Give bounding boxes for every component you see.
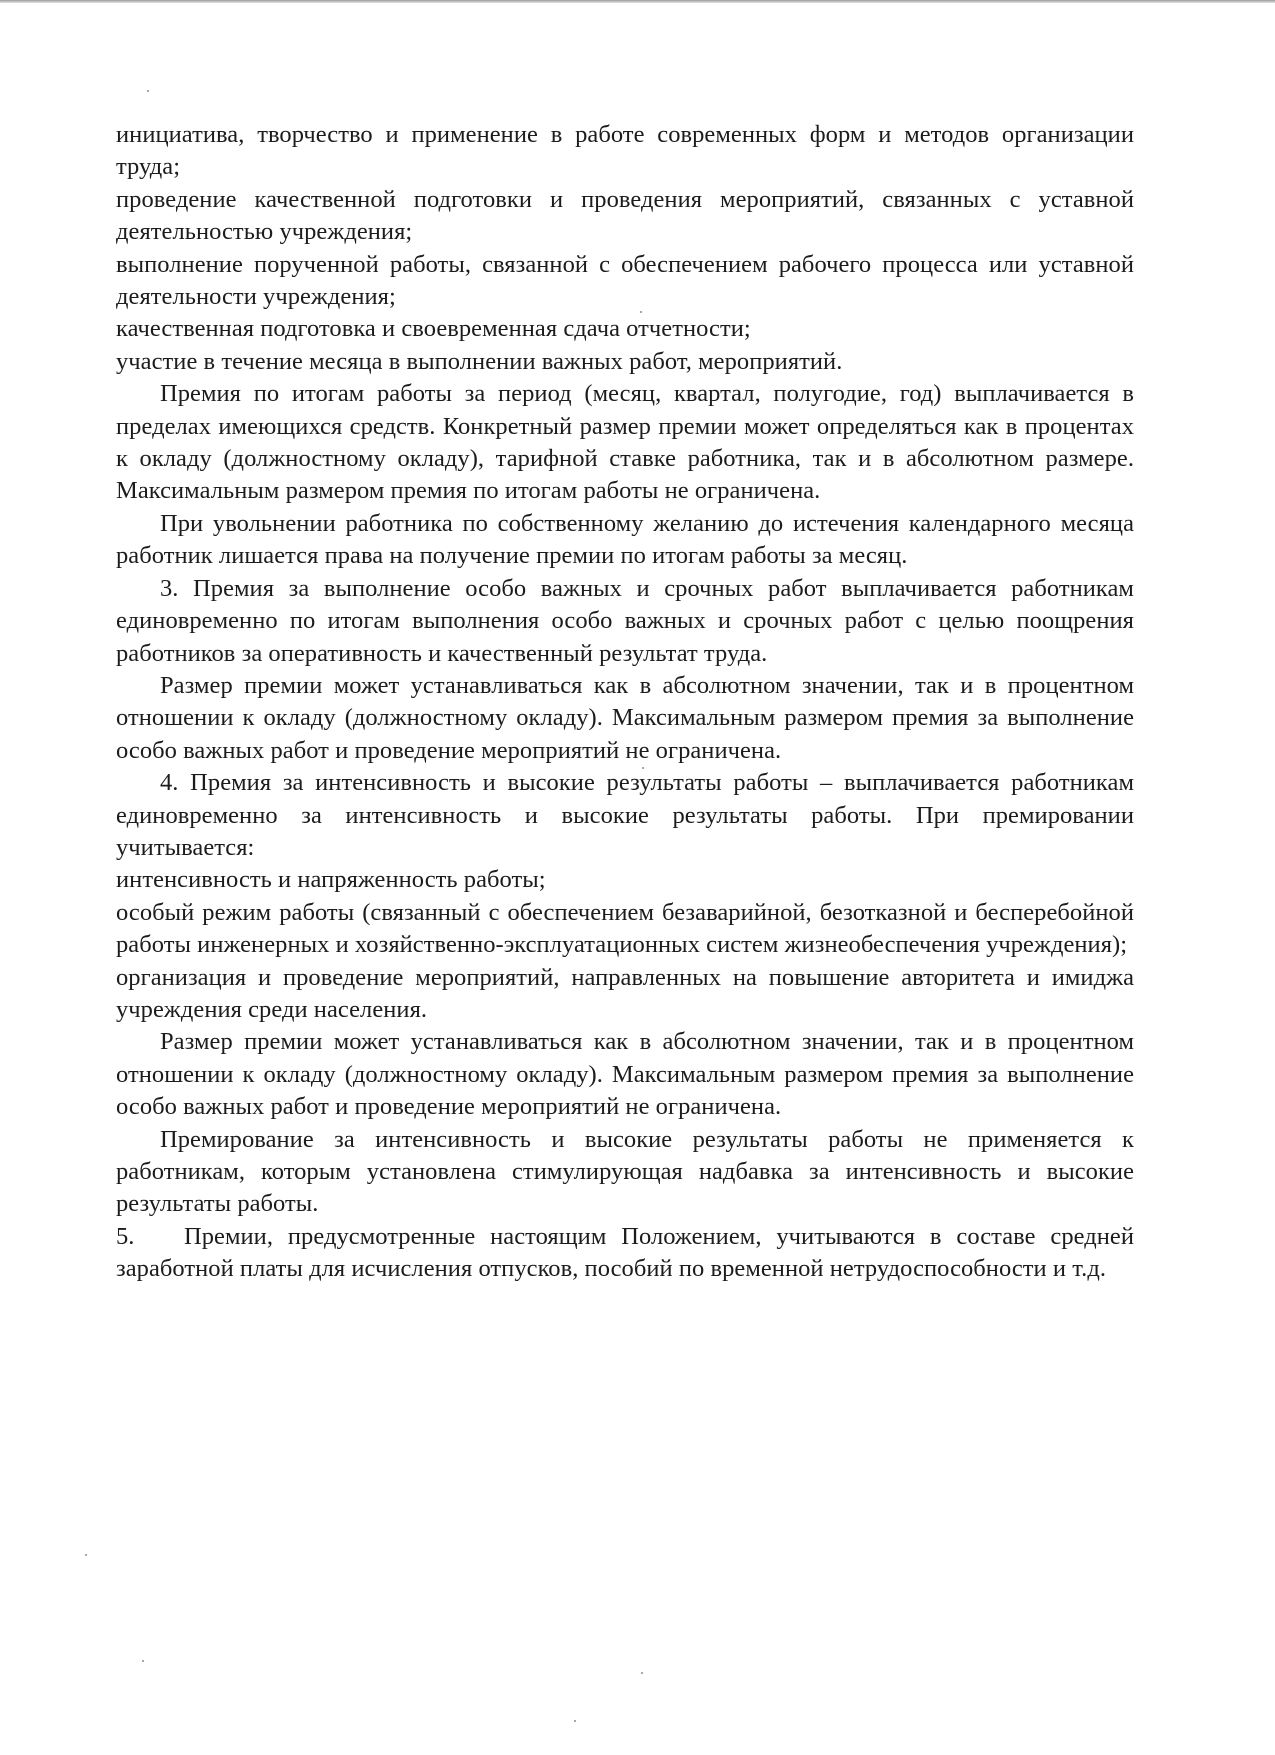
paragraph: Размер премии может устанавливаться как в абсолютном значении, так и в процентном отношении к окладу (должностному окладу). Максимальным размером премия за выполнение особо важных работ и проведение мероприятий не ограничена. [116, 1028, 1134, 1121]
scan-speck [147, 90, 149, 92]
list-item: проведение качественной подготовки и проведения мероприятий, связанных с уставной деятельностью учреждения; [116, 185, 1134, 246]
list-item: особый режим работы (связанный с обеспечением безаварийной, безотказной и бесперебойной работы инженерных и хозяйственно-эксплуатационных систем жизнеобеспечения учреждения); [116, 898, 1134, 959]
scan-speck [642, 767, 644, 769]
paragraph: Премирование за интенсивность и высокие результаты работы не применяется к работникам, которым установлена стимулирующая надбавка за интенсивность и высокие результаты работы. [116, 1125, 1134, 1218]
list-item: интенсивность и напряженность работы; [116, 866, 546, 894]
paragraph: Размер премии может устанавливаться как в абсолютном значении, так и в процентном отношении к окладу (должностному окладу). Максимальным размером премия за выполнение особо важных работ и проведение мероприятий не ограничена. [116, 671, 1134, 764]
list-item: качественная подготовка и своевременная сдача отчетности; [116, 315, 751, 343]
paragraph: 4. Премия за интенсивность и высокие результаты работы – выплачивается работникам единовременно за интенсивность и высокие результаты работы. При премировании учитывается: [116, 769, 1134, 861]
scan-speck [640, 311, 642, 313]
scan-top-edge [0, 0, 1275, 3]
list-item: инициатива, творчество и применение в работе современных форм и методов организации труда; [116, 121, 1134, 181]
scan-speck [574, 1720, 576, 1722]
document-body [116, 119, 1134, 1286]
list-item: выполнение порученной работы, связанной с обеспечением рабочего процесса или уставной деятельности учреждения; [116, 250, 1134, 311]
scan-speck [142, 1660, 144, 1662]
list-item: организация и проведение мероприятий, направленных на повышение авторитета и имиджа учреждения среди населения. [116, 963, 1134, 1023]
scan-speck [85, 1554, 87, 1556]
paragraph-number: 5. [116, 1222, 135, 1250]
paragraph: Премия по итогам работы за период (месяц, квартал, полугодие, год) выплачивается в пределах имеющихся средств. Конкретный размер премии может определяться как в процентах к окладу (должностному окладу), тарифной ставке работника, так и в абсолютном размере. Максимальным размером премия по итогам работы не ограничена. [116, 380, 1134, 505]
paragraph: 3. Премия за выполнение особо важных и срочных работ выплачивается работникам единовременно по итогам выполнения особо важных и срочных работ с целью поощрения работников за оперативность и качественный результат труда. [116, 574, 1134, 667]
list-item: участие в течение месяца в выполнении важных работ, мероприятий. [116, 347, 843, 375]
paragraph: При увольнении работника по собственному желанию до истечения календарного месяца работник лишается права на получение премии по итогам работы за месяц. [116, 509, 1134, 570]
paragraph-text: Премии, предусмотренные настоящим Положением, учитываются в составе средней заработной платы для исчисления отпусков, пособий по временной нетрудоспособности и т.д. [116, 1222, 1134, 1283]
numbered-paragraph [116, 1221, 1134, 1286]
scan-speck [641, 1672, 643, 1674]
